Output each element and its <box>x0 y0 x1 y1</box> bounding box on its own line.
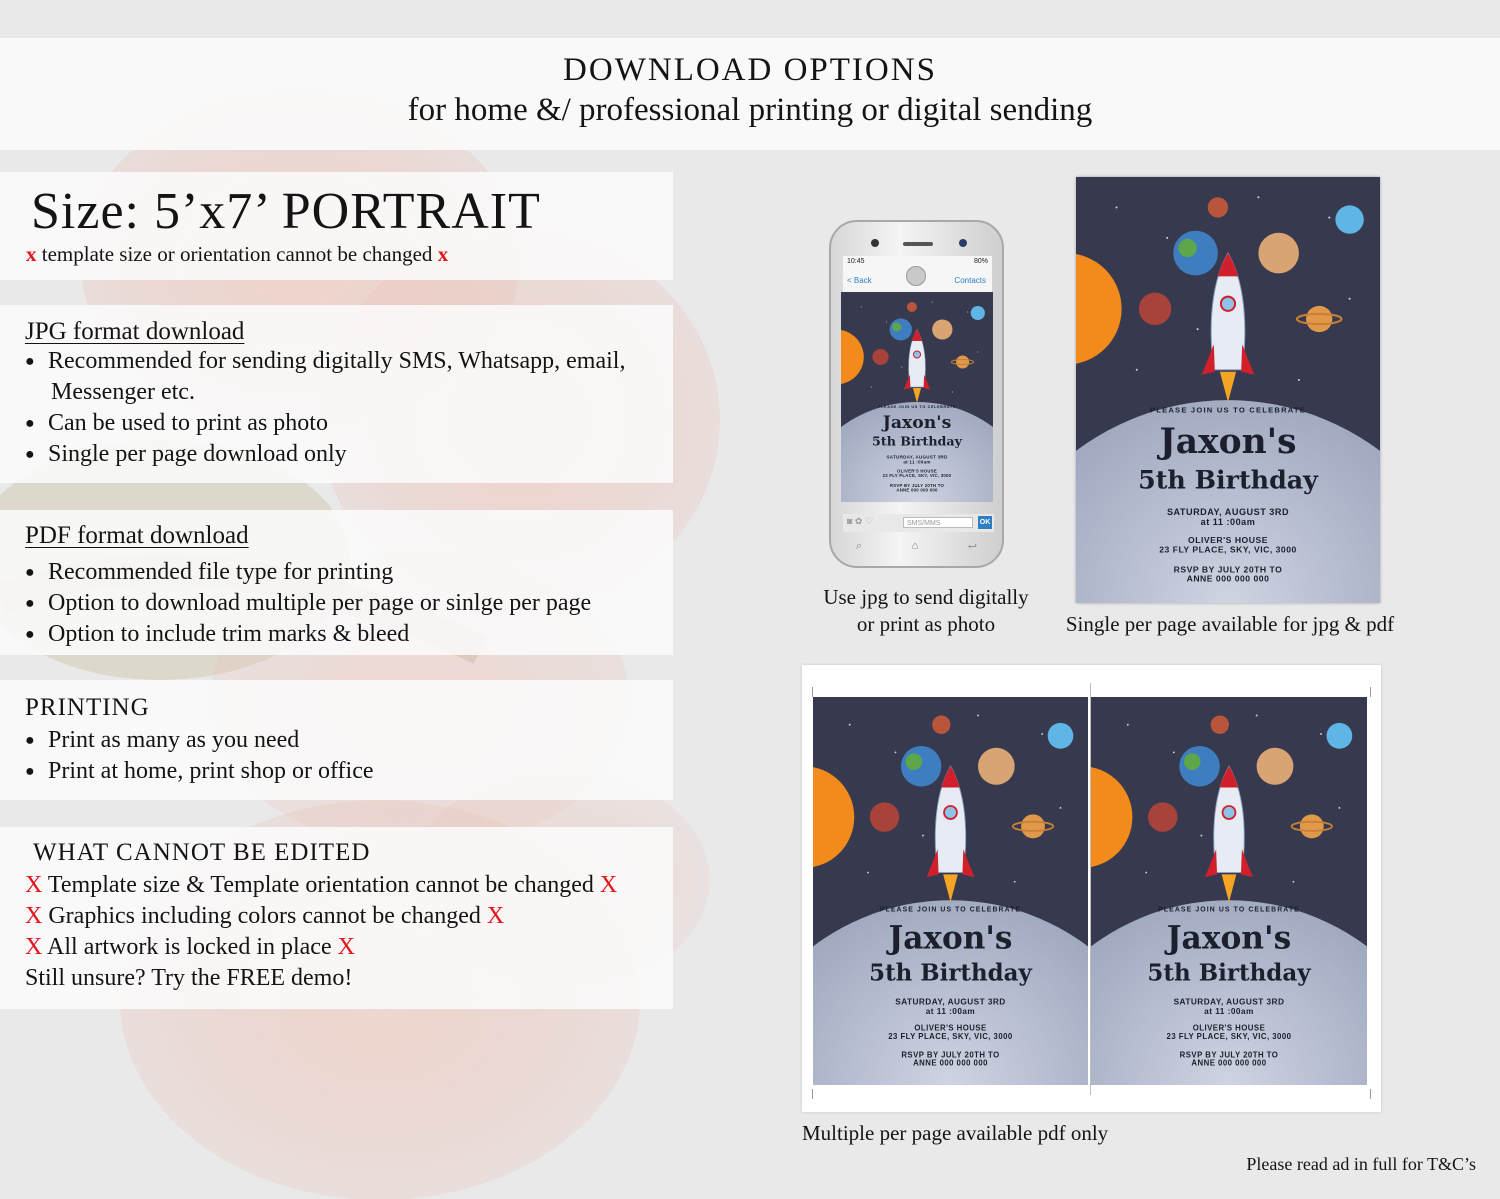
camera-icon[interactable]: ◙ ✿ ♡ <box>847 516 874 526</box>
mars-planet <box>907 302 917 312</box>
invite-place: OLIVER'S HOUSE <box>914 1023 987 1033</box>
star <box>1136 369 1138 371</box>
mars-planet <box>932 715 950 733</box>
x-mark-icon: x <box>437 242 449 266</box>
size-note-text: template size or orientation cannot be changed <box>41 242 433 266</box>
x-mark-icon: x <box>26 242 37 266</box>
bullet-icon: ● <box>25 446 35 463</box>
invite-date: SATURDAY, AUGUST 3RD <box>1166 506 1290 517</box>
star <box>1257 196 1259 198</box>
star <box>1200 835 1202 837</box>
star <box>1166 237 1168 239</box>
phone-input-bar <box>843 514 994 532</box>
invite-event: 5th Birthday <box>1138 464 1318 495</box>
invite-rsvp: RSVP BY JULY 20TH TO <box>1179 1050 1279 1060</box>
list-item: ● Print at home, print shop or office <box>25 756 374 787</box>
list-item: ● Recommended for sending digitally SMS, Whatsapp, email, <box>25 346 625 377</box>
header-band <box>0 38 1500 150</box>
trim-mark <box>812 687 813 697</box>
star <box>1298 379 1300 381</box>
invite-time: at 11 :00am <box>925 1006 976 1016</box>
invite-artwork <box>813 697 1088 1085</box>
invite-line1: PLEASE JOIN US TO CELEBRATE <box>1158 906 1300 914</box>
rocket-window <box>944 806 957 819</box>
star <box>977 352 978 353</box>
list-item: ● Option to download multiple per page or sinlge per page <box>25 588 591 619</box>
pdf-heading: PDF format download <box>25 522 249 549</box>
list-item: ● Single per page download only <box>25 439 625 470</box>
bullet-icon: ● <box>25 626 35 643</box>
saturn-planet <box>1021 814 1045 838</box>
bullet-icon: ● <box>25 564 35 581</box>
star <box>1041 733 1043 735</box>
red-planet <box>1148 802 1177 832</box>
star <box>922 835 924 837</box>
list-item: ● Option to include trim marks & bleed <box>25 619 591 650</box>
invite-multi-left <box>813 697 1088 1085</box>
invite-time: at 11 :00am <box>1204 1005 1254 1016</box>
invite-place: OLIVER'S HOUSE <box>1188 535 1268 546</box>
x-mark-icon: X <box>599 872 618 898</box>
star <box>1116 206 1118 208</box>
star <box>932 302 933 303</box>
printing-list <box>25 725 374 787</box>
invite-artwork <box>1076 177 1380 603</box>
printing-heading: PRINTING <box>25 694 150 721</box>
invite-line1: PLEASE JOIN US TO CELEBRATE <box>878 405 956 409</box>
earth-land <box>906 753 923 770</box>
invite-event: 5th Birthday <box>1147 959 1311 987</box>
bullet-icon: ● <box>25 595 35 612</box>
invite-address: 23 FLY PLACE, SKY, VIC, 3000 <box>1166 1031 1292 1041</box>
invite-name: Jaxon's <box>882 413 952 433</box>
bullet-icon: ● <box>25 763 35 780</box>
list-item: ● Print as many as you need <box>25 725 374 756</box>
invite-multi-right <box>1091 697 1367 1085</box>
single-caption: Single per page available for jpg & pdf <box>1065 612 1395 636</box>
earth-land <box>892 323 901 332</box>
star <box>1014 881 1016 883</box>
trim-mark <box>1370 1089 1371 1099</box>
neptune-planet <box>1327 723 1353 749</box>
saturn-planet <box>1306 306 1332 332</box>
camera-icon <box>959 239 967 247</box>
invite-address: 23 FLY PLACE, SKY, VIC, 3000 <box>1159 544 1297 555</box>
avatar <box>906 266 926 286</box>
star <box>1197 328 1199 330</box>
invite-rsvp: RSVP BY JULY 20TH TO <box>889 483 945 488</box>
x-mark-icon: X <box>25 903 43 929</box>
mars-planet <box>1208 197 1228 217</box>
star <box>1338 807 1340 809</box>
size-panel <box>0 172 673 280</box>
invite-time: at 11 :00am <box>1200 516 1256 527</box>
bullet-icon: ● <box>25 732 35 749</box>
demo-text: Still unsure? Try the FREE demo! <box>25 965 353 991</box>
star <box>1292 881 1294 883</box>
list-item: X Graphics including colors cannot be changed X <box>25 903 505 929</box>
invite-address: 23 FLY PLACE, SKY, VIC, 3000 <box>882 473 952 478</box>
x-mark-icon: X <box>25 934 43 960</box>
size-note <box>26 242 448 267</box>
phone-message-header <box>843 256 992 294</box>
star <box>977 715 979 717</box>
invite-single <box>1076 177 1380 603</box>
header-subtitle: for home &/ professional printing or digital sending <box>407 92 1093 128</box>
jpg-list <box>25 346 625 470</box>
star <box>895 752 897 754</box>
star <box>1173 752 1175 754</box>
list-item: ● Recommended file type for printing <box>25 557 591 588</box>
x-mark-icon: X <box>25 872 43 898</box>
invite-rsvp: RSVP BY JULY 20TH TO <box>901 1050 1000 1060</box>
neptune-planet <box>1335 205 1363 233</box>
invite-rsvp: RSVP BY JULY 20TH TO <box>1173 564 1283 575</box>
list-item: X Template size & Template orientation cannot be changed X <box>25 872 618 898</box>
contacts-link[interactable]: Contacts <box>954 276 986 285</box>
neptune-planet <box>971 306 985 320</box>
phone-caption: Use jpg to send digitally or print as photo <box>823 585 1029 636</box>
star <box>1328 217 1330 219</box>
invite-place: OLIVER'S HOUSE <box>1192 1023 1266 1033</box>
phone-battery: 80% <box>973 258 988 265</box>
star <box>1349 298 1351 300</box>
invite-address: 23 FLY PLACE, SKY, VIC, 3000 <box>888 1031 1013 1041</box>
invite-contact: ANNE 000 000 000 <box>1191 1058 1267 1068</box>
pdf-list <box>25 557 591 650</box>
bullet-icon: ● <box>25 353 35 370</box>
invite-name: Jaxon's <box>1166 920 1292 957</box>
cannot-edit-list <box>25 870 617 994</box>
invite-phone <box>841 292 993 502</box>
search-icon[interactable]: ⌕ <box>855 540 862 552</box>
header-title: DOWNLOAD OPTIONS <box>563 52 937 88</box>
x-mark-icon: X <box>486 903 505 929</box>
star <box>1145 872 1147 874</box>
star <box>849 724 851 726</box>
phone-nav <box>831 540 1002 553</box>
invite-time: at 11 :00am <box>903 459 931 465</box>
footer-note: Please read ad in full for T&C’s <box>1246 1154 1476 1174</box>
invite-name: Jaxon's <box>888 920 1013 957</box>
star <box>967 312 968 313</box>
invite-contact: ANNE 000 000 000 <box>896 487 938 493</box>
invite-artwork <box>841 292 993 502</box>
earth-land <box>1178 239 1196 257</box>
red-planet <box>872 349 888 365</box>
size-title: Size: 5’x7’ PORTRAIT <box>31 183 541 240</box>
jpg-heading: JPG format download <box>25 318 245 345</box>
jupiter-planet <box>1258 233 1299 274</box>
invite-contact: ANNE 000 000 000 <box>1186 573 1270 584</box>
earth-land <box>1184 753 1201 770</box>
invite-event: 5th Birthday <box>872 433 962 449</box>
jpg-panel <box>0 305 673 483</box>
invite-date: SATURDAY, AUGUST 3RD <box>1173 996 1285 1007</box>
saturn-planet <box>1300 814 1324 838</box>
multiple-caption: Multiple per page available pdf only <box>802 1121 1109 1145</box>
rocket-window <box>913 351 920 358</box>
phone-time: 10:45 <box>847 258 865 265</box>
invite-place: OLIVER'S HOUSE <box>897 468 937 474</box>
jupiter-planet <box>978 748 1015 785</box>
cannot-edit-heading: WHAT CANNOT BE EDITED <box>33 839 371 866</box>
invite-date: SATURDAY, AUGUST 3RD <box>895 997 1006 1007</box>
invite-contact: ANNE 000 000 000 <box>913 1058 988 1068</box>
rocket-window <box>1223 806 1236 819</box>
invite-name: Jaxon's <box>1159 421 1297 462</box>
star <box>1256 715 1258 717</box>
jupiter-planet <box>1257 748 1294 785</box>
printing-panel <box>0 680 673 800</box>
ok-button[interactable]: OK <box>978 516 992 529</box>
star <box>871 387 872 388</box>
list-item: ● Can be used to print as photo <box>25 408 625 439</box>
star <box>1320 733 1322 735</box>
invite-artwork <box>1091 697 1367 1085</box>
phone-speaker <box>903 242 933 246</box>
invite-event: 5th Birthday <box>869 959 1032 987</box>
star <box>886 322 887 323</box>
home-icon[interactable]: ⌂ <box>911 540 919 552</box>
star <box>952 392 953 393</box>
sms-input[interactable]: SMS/MMS <box>903 517 973 528</box>
star <box>1127 724 1129 726</box>
jupiter-planet <box>932 320 952 340</box>
invite-line1: PLEASE JOIN US TO CELEBRATE <box>879 906 1022 914</box>
star <box>861 307 862 308</box>
star <box>867 872 869 874</box>
back-icon[interactable]: ↩ <box>967 541 978 553</box>
trim-mark <box>812 1089 813 1099</box>
star <box>901 367 902 368</box>
x-mark-icon: X <box>337 934 355 960</box>
saturn-planet <box>956 356 969 369</box>
trim-mark <box>1370 687 1371 697</box>
neptune-planet <box>1048 723 1074 749</box>
invite-date: SATURDAY, AUGUST 3RD <box>886 454 948 460</box>
back-link[interactable]: < Back <box>847 276 872 285</box>
camera-icon <box>871 239 879 247</box>
bullet-icon: ● <box>25 415 35 432</box>
rocket-window <box>1221 297 1235 311</box>
cannot-edit-panel <box>0 827 673 1009</box>
pdf-panel <box>0 510 673 655</box>
invite-line1: PLEASE JOIN US TO CELEBRATE <box>1149 405 1307 415</box>
red-planet <box>1139 293 1171 325</box>
star <box>1060 807 1062 809</box>
mars-planet <box>1211 715 1229 733</box>
red-planet <box>870 802 899 832</box>
list-item: Messenger etc. <box>51 379 195 405</box>
list-item: X All artwork is locked in place X <box>25 934 355 960</box>
